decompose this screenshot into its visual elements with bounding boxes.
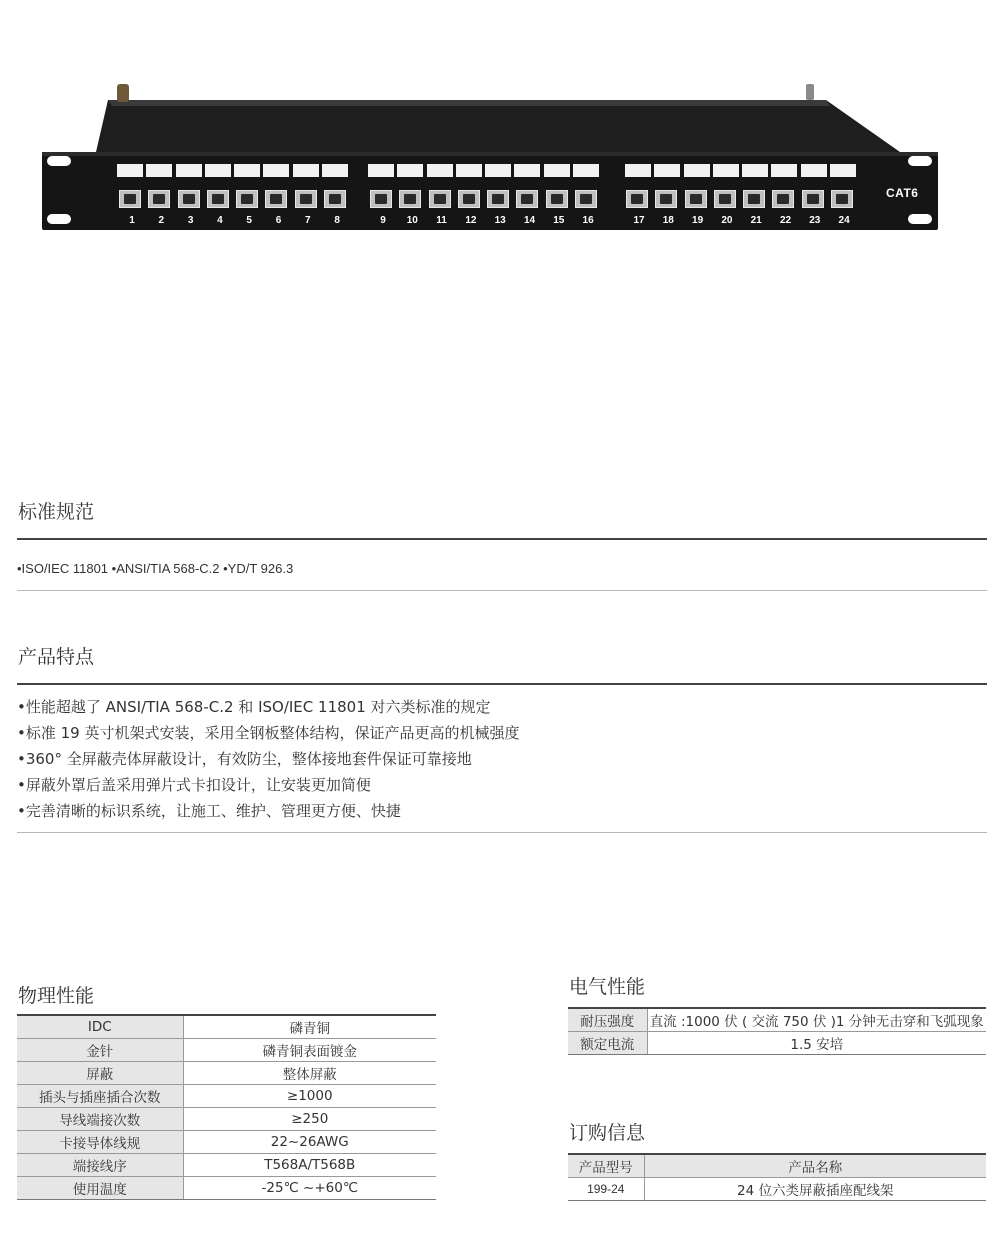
rj45-port [575,190,597,208]
label-box [830,164,856,177]
spec-key-cell: 耐压强度 [568,1008,647,1032]
feature-item: •性能超越了 ANSI/TIA 568-C.2 和 ISO/IEC 11801 对六类标准的规定 [17,698,491,716]
feature-item: •360° 全屏蔽壳体屏蔽设计，有效防尘，整体接地套件保证可靠接地 [17,750,472,768]
rj45-port [802,190,824,208]
name-header: 产品名称 [644,1154,986,1178]
port-number: 3 [187,215,194,226]
table-row [17,1108,436,1131]
label-box [573,164,599,177]
rj45-port [714,190,736,208]
feature-item: •标准 19 英寸机架式安装，采用全钢板整体结构，保证产品更高的机械强度 [17,724,520,742]
port-number: 21 [750,215,762,226]
table-row [568,1178,986,1201]
divider [17,832,987,833]
port-number: 17 [633,215,645,226]
rj45-port [324,190,346,208]
label-box [544,164,570,177]
spec-key-cell: 卡接导体线规 [17,1131,183,1154]
electrical-title: 电气性能 [569,976,646,998]
table-row [17,1062,436,1085]
port-number: 19 [692,215,704,226]
spec-key-cell: 额定电流 [568,1032,647,1055]
label-box [801,164,827,177]
table-row [17,1039,436,1062]
port-number: 12 [465,215,477,226]
table-row [17,1085,436,1108]
port-number: 18 [662,215,674,226]
rj45-port [626,190,648,208]
label-box [485,164,511,177]
label-box [263,164,289,177]
label-box [771,164,797,177]
rj45-port [429,190,451,208]
cat6-badge: CAT6 [886,186,919,200]
rj45-port [236,190,258,208]
label-box [397,164,423,177]
rj45-port [831,190,853,208]
features-title: 产品特点 [18,646,95,668]
table-row [17,1177,436,1200]
spec-key-cell: 使用温度 [17,1177,183,1200]
spec-value-cell: 22~26AWG [183,1131,436,1154]
label-box [514,164,540,177]
table-row [17,1131,436,1154]
model-header: 产品型号 [568,1154,644,1178]
label-box [713,164,739,177]
label-box [654,164,680,177]
label-box [117,164,143,177]
product-image [0,0,1000,260]
standards-title: 标准规范 [18,501,95,523]
ordering-table [568,1153,986,1201]
label-box [742,164,768,177]
table-row [17,1154,436,1177]
rj45-port [516,190,538,208]
port-number: 8 [334,215,340,226]
rj45-port [458,190,480,208]
rj45-port [399,190,421,208]
electrical-spec-table [568,1007,986,1055]
port-number: 9 [380,215,386,226]
label-box [205,164,231,177]
port-number: 1 [129,215,135,226]
port-number: 23 [809,215,821,226]
label-box [427,164,453,177]
rj45-port [370,190,392,208]
port-number: 11 [436,215,447,226]
name-cell: 24 位六类屏蔽插座配线架 [644,1178,986,1201]
ordering-title: 订购信息 [569,1122,646,1144]
port-group [626,190,860,208]
port-group [370,190,604,208]
label-strip [625,164,859,177]
spec-value-cell: T568A/T568B [183,1154,436,1177]
port-number: 16 [582,215,594,226]
rj45-port [772,190,794,208]
port-number: 7 [305,215,311,226]
label-box [176,164,202,177]
rj45-port [546,190,568,208]
label-box [234,164,260,177]
spec-value-cell: 直流 :1000 伏 ( 交流 750 伏 )1 分钟无击穿和飞弧现象 [647,1008,986,1032]
physical-spec-table [17,1014,436,1200]
spec-key-cell: 屏蔽 [17,1062,183,1085]
port-number: 22 [779,215,792,226]
spec-value-cell: -25℃ ~+60℃ [183,1177,436,1200]
port-number: 14 [523,215,536,226]
label-strip [117,164,351,177]
label-box [146,164,172,177]
rj45-port [743,190,765,208]
rj45-port [148,190,170,208]
spec-key-cell: 端接线序 [17,1154,183,1177]
table-row [568,1032,986,1055]
port-number: 6 [275,215,282,226]
rj45-port [487,190,509,208]
model-cell: 199-24 [568,1178,644,1201]
physical-title: 物理性能 [18,985,95,1007]
spec-key-cell: IDC [17,1015,183,1039]
port-number: 10 [406,215,418,226]
spec-key-cell: 导线端接次数 [17,1108,183,1131]
label-box [368,164,394,177]
spec-key-cell: 插头与插座插合次数 [17,1085,183,1108]
port-number: 4 [217,215,223,226]
spec-value-cell: 磷青铜 [183,1015,436,1039]
label-box [684,164,710,177]
port-number: 20 [721,215,733,226]
label-box [293,164,319,177]
spec-value-cell: 磷青铜表面镀金 [183,1039,436,1062]
port-number: 24 [838,215,850,226]
standards-list: •ISO/IEC 11801 •ANSI/TIA 568-C.2 •YD/T 926.3 [17,561,294,576]
divider [17,538,987,540]
rj45-port [265,190,287,208]
spec-value-cell: 整体屏蔽 [183,1062,436,1085]
port-number: 5 [246,215,252,226]
label-box [625,164,651,177]
feature-item: •屏蔽外罩后盖采用弹片式卡扣设计，让安装更加简便 [17,776,371,794]
port-number: 15 [553,215,565,226]
rj45-port [207,190,229,208]
feature-item: •完善清晰的标识系统，让施工、维护、管理更方便、快捷 [17,802,401,820]
rj45-port [178,190,200,208]
port-number: 2 [158,215,165,226]
port-group [119,190,353,208]
rj45-port [655,190,677,208]
label-strip [368,164,602,177]
spec-value-cell: 1.5 安培 [647,1032,986,1055]
label-box [322,164,348,177]
table-row [568,1008,986,1032]
rj45-port [119,190,141,208]
rj45-port [295,190,317,208]
spec-value-cell: ≥1000 [183,1085,436,1108]
divider [17,683,987,685]
label-box [456,164,482,177]
spec-value-cell: ≥250 [183,1108,436,1131]
port-number: 13 [494,215,506,226]
divider [17,590,987,591]
table-row [17,1015,436,1039]
table-header-row [568,1154,986,1178]
spec-key-cell: 金针 [17,1039,183,1062]
rj45-port [685,190,707,208]
